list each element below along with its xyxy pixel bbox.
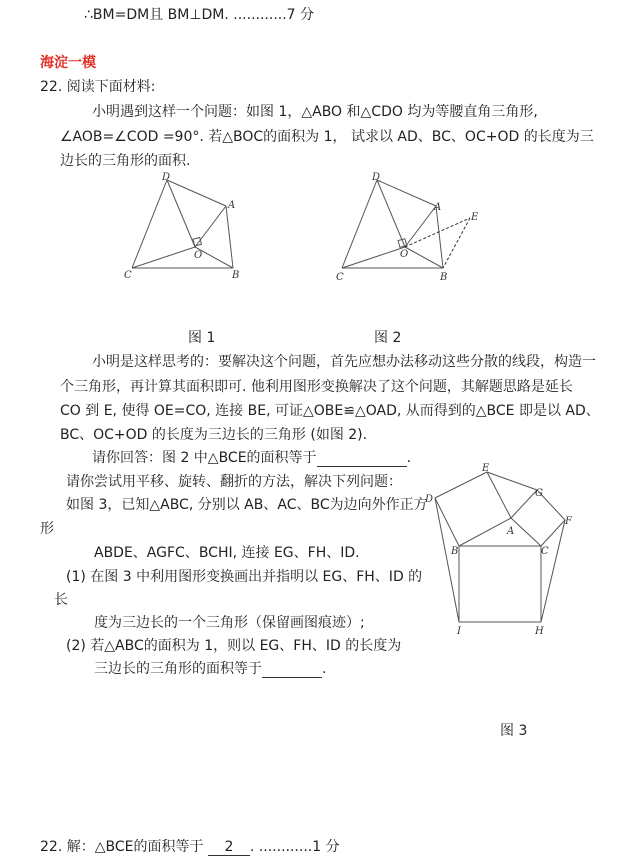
section-title: 海淀一模 xyxy=(40,55,96,71)
figure-1 xyxy=(120,170,260,286)
fig3-label-F: F xyxy=(565,516,572,527)
para2-line4: BC、OC+OD 的长度为三边长的三角形 (如图 2). xyxy=(60,427,368,443)
answer-period: . xyxy=(406,450,412,466)
fig2-label-O: O xyxy=(400,249,409,260)
fig3-label-H: H xyxy=(535,626,544,637)
previous-answer-line: ∴BM=DM且 BM⊥DM. ............7 分 xyxy=(84,7,315,23)
figure-2 xyxy=(330,170,490,286)
fig3-label-A: A xyxy=(507,526,515,537)
figure-1-caption: 图 1 xyxy=(188,330,216,346)
sub2-line2 xyxy=(94,658,326,678)
para2-line3: CO 到 E, 使得 OE=CO, 连接 BE, 可证△OBE≌△OAD, 从而得到的△BCE 即是以 AD、 xyxy=(60,403,600,419)
sub2-text: 三边长的三角形的面积等于 xyxy=(94,661,262,677)
fig2-label-C: C xyxy=(336,272,344,283)
q3-line2: 形 xyxy=(40,521,54,537)
fig1-label-C: C xyxy=(124,270,132,281)
answer-question xyxy=(92,447,411,467)
fig3-label-B: B xyxy=(451,546,459,557)
fig1-label-O: O xyxy=(194,250,203,261)
solution-value: 2 xyxy=(208,839,250,856)
fig3-label-E: E xyxy=(482,463,490,474)
sub2-blank[interactable] xyxy=(262,661,322,678)
answer-question-text: 请你回答：图 2 中△BCE的面积等于 xyxy=(92,450,317,466)
figure-3-caption: 图 3 xyxy=(500,723,528,739)
figure-2-caption: 图 2 xyxy=(374,330,402,346)
q3-line1: 如图 3，已知△ABC, 分别以 AB、AC、BC为边向外作正方 xyxy=(66,497,428,513)
q3-line3: ABDE、AGFC、BCHI, 连接 EG、FH、ID. xyxy=(94,545,360,561)
para1-line2: ∠AOB=∠COD =90°. 若△BOC的面积为 1， 试求以 AD、BC、OC+OD 的长度为三 xyxy=(60,129,594,145)
fig3-label-I: I xyxy=(457,626,461,637)
problem-intro: 22. 阅读下面材料: xyxy=(40,79,156,95)
fig1-label-D: D xyxy=(162,172,171,183)
fig3-label-D: D xyxy=(425,494,434,505)
sub1-line3: 度为三边长的一个三角形（保留画图痕迹）; xyxy=(94,615,365,631)
para1-line3: 边长的三角形的面积. xyxy=(60,153,191,169)
sub2-line1: (2) 若△ABC的面积为 1，则以 EG、FH、ID 的长度为 xyxy=(66,638,402,654)
fig2-label-B: B xyxy=(440,272,448,283)
para2-line1: 小明是这样思考的：要解决这个问题，首先应想办法移动这些分散的线段，构造一 xyxy=(92,354,596,370)
fig3-label-C: C xyxy=(541,546,549,557)
fig1-label-B: B xyxy=(232,270,240,281)
sub1-line2: 长 xyxy=(54,592,68,608)
para2-line2: 个三角形，再计算其面积即可. 他利用图形变换解决了这个问题，其解题思路是延长 xyxy=(60,379,573,395)
para1-line1: 小明遇到这样一个问题：如图 1，△ABO 和△CDO 均为等腰直角三角形, xyxy=(92,104,538,120)
answer-blank[interactable] xyxy=(317,450,407,467)
solution-suffix: . ............1 分 xyxy=(249,839,340,855)
sub1-line1: (1) 在图 3 中利用图形变换画出并指明以 EG、FH、ID 的 xyxy=(66,569,423,585)
sub2-period: . xyxy=(322,661,327,677)
try-instruction: 请你尝试用平移、旋转、翻折的方法，解决下列问题： xyxy=(66,474,402,490)
solution-line xyxy=(40,836,340,856)
solution-prefix: 22. 解：△BCE的面积等于 xyxy=(40,839,204,855)
fig3-label-G: G xyxy=(535,488,543,499)
figure-3 xyxy=(425,460,585,640)
fig2-label-E: E xyxy=(471,212,479,223)
fig2-label-D: D xyxy=(372,172,381,183)
fig1-label-A: A xyxy=(228,200,236,211)
fig2-label-A: A xyxy=(434,202,442,213)
